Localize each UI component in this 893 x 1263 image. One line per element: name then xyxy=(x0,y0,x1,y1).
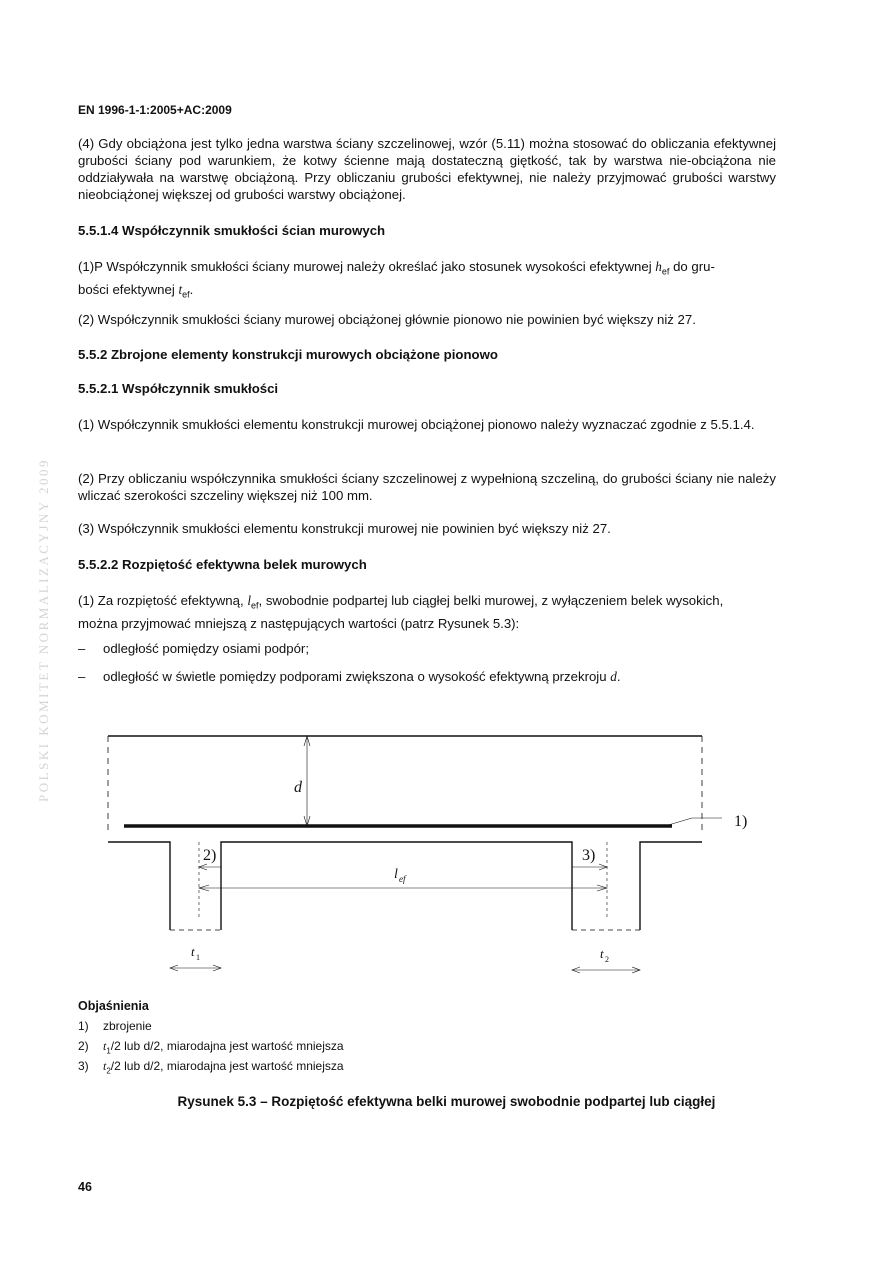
list-item-1: odległość pomiędzy osiami podpór; xyxy=(103,641,309,656)
paragraph-line2: można przyjmować mniejszą z następujących wartości (patrz Rysunek 5.3): xyxy=(78,615,520,631)
legend-number: 2) xyxy=(78,1039,89,1053)
label-t1-sub: 1 xyxy=(196,953,200,962)
beam-soffit-line xyxy=(221,842,572,930)
paragraph-5-5-2-1-3: (3) Współczynnik smukłości elementu konstrukcji murowej nie powinien być większy niż 27. xyxy=(78,521,611,536)
paragraph-4: (4) Gdy obciążona jest tylko jedna warstwa ściany szczelinowej, wzór (5.11) można stosować do obliczania efektywnej grubości ściany pod warunkiem, że kotwy ścienne mają dostateczną giętkość, tak by warstwa nie-obciążona nie oddziaływała na warstwę obciążoną. Przy obliczaniu grubości efektywnej, nie należy przyjmować grubości warstwy nieobciążonej większej od grubości warstwy obciążonej. xyxy=(78,136,776,202)
period: . xyxy=(189,281,194,297)
symbol-subscript: 2 xyxy=(106,1066,111,1076)
page-number: 46 xyxy=(78,1180,92,1194)
figure-5-3-diagram xyxy=(0,720,893,990)
section-heading-5-5-2-2: 5.5.2.2 Rozpiętość efektywna belek murowych xyxy=(78,557,367,572)
callout-3: 3) xyxy=(582,847,596,864)
watermark: POLSKI KOMITET NORMALIZACYJNY 2009 xyxy=(36,458,51,802)
symbol-t: t xyxy=(103,1059,107,1073)
label-lef-sub: ef xyxy=(399,874,406,884)
figure-caption: Rysunek 5.3 – Rozpiętość efektywna belki murowej swobodnie podpartej lub ciągłej xyxy=(177,1094,716,1109)
symbol-subscript: ef xyxy=(661,266,670,277)
legend-item-3-text: /2 lub d/2, miarodajna jest wartość mniejsza xyxy=(110,1059,344,1073)
section-heading-5-5-2: 5.5.2 Zbrojone elementy konstrukcji murowych obciążone pionowo xyxy=(78,347,498,362)
paragraph-5-5-2-1-1: (1) Współczynnik smukłości elementu konstrukcji murowej obciążonej pionowo należy wyznaczać zgodnie z 5.5.1.4. xyxy=(78,417,755,432)
legend-number: 3) xyxy=(78,1059,89,1073)
symbol-t: t xyxy=(178,281,183,297)
list-item-2-text: odległość w świetle pomiędzy podporami zwiększona o wysokość efektywną przekroju xyxy=(103,669,607,684)
label-d: d xyxy=(294,779,302,796)
paragraph-5-5-2-1-2: (2) Przy obliczaniu współczynnika smukłości ściany szczelinowej z wypełnioną szczeliną, do grubości ściany nie należy wliczać szerokości szczeliny większej niż 100 mm. xyxy=(78,471,776,503)
section-heading-5-5-1-4: 5.5.1.4 Współczynnik smukłości ścian murowych xyxy=(78,223,386,238)
paragraph-5-5-2-2-1 xyxy=(78,592,776,632)
paragraph-text-cont: , swobodnie podpartej lub ciągłej belki murowej, z wyłączeniem belek wysokich, xyxy=(258,593,724,608)
legend-item-1: zbrojenie xyxy=(103,1019,152,1033)
paragraph-1p xyxy=(78,258,776,303)
legend-item-3 xyxy=(103,1059,344,1075)
label-t2: t xyxy=(600,946,604,961)
legend-number: 1) xyxy=(78,1019,89,1033)
paragraph-text: (1) Za rozpiętość efektywną, xyxy=(78,593,244,608)
label-lef: l xyxy=(394,867,398,882)
paragraph-1p-line2: bości efektywnej xyxy=(78,281,175,297)
symbol-t: t xyxy=(103,1039,107,1053)
label-t2-sub: 2 xyxy=(605,955,609,964)
left-support-outer xyxy=(108,842,170,930)
right-support-outer xyxy=(640,842,702,930)
section-heading-5-5-2-1: 5.5.2.1 Współczynnik smukłości xyxy=(78,381,279,396)
callout-2: 2) xyxy=(203,847,217,864)
legend-item-2-text: /2 lub d/2, miarodajna jest wartość mniejsza xyxy=(110,1039,344,1053)
symbol-subscript: 1 xyxy=(106,1046,111,1056)
callout-1-leader xyxy=(665,818,692,826)
paragraph-1p-text: (1)P Współczynnik smukłości ściany murowej należy określać jako stosunek wysokości efektywnej xyxy=(78,259,652,274)
symbol-h: h xyxy=(655,259,662,274)
paragraph-1p-text-end: do gru- xyxy=(673,259,715,274)
symbol-d: d xyxy=(610,669,617,684)
label-t1: t xyxy=(191,944,195,959)
period: . xyxy=(616,669,621,684)
list-dash: – xyxy=(78,641,86,656)
list-dash: – xyxy=(78,669,86,684)
legend-item-2 xyxy=(103,1039,344,1055)
symbol-l: l xyxy=(247,593,251,608)
legend-title: Objaśnienia xyxy=(78,999,149,1013)
list-item-2 xyxy=(103,668,621,685)
paragraph-2: (2) Współczynnik smukłości ściany murowej obciążonej głównie pionowo nie powinien być większy niż 27. xyxy=(78,312,696,327)
callout-1: 1) xyxy=(734,813,748,830)
symbol-subscript: ef xyxy=(182,289,190,300)
symbol-subscript: ef xyxy=(251,600,259,611)
document-header: EN 1996-1-1:2005+AC:2009 xyxy=(78,103,232,117)
